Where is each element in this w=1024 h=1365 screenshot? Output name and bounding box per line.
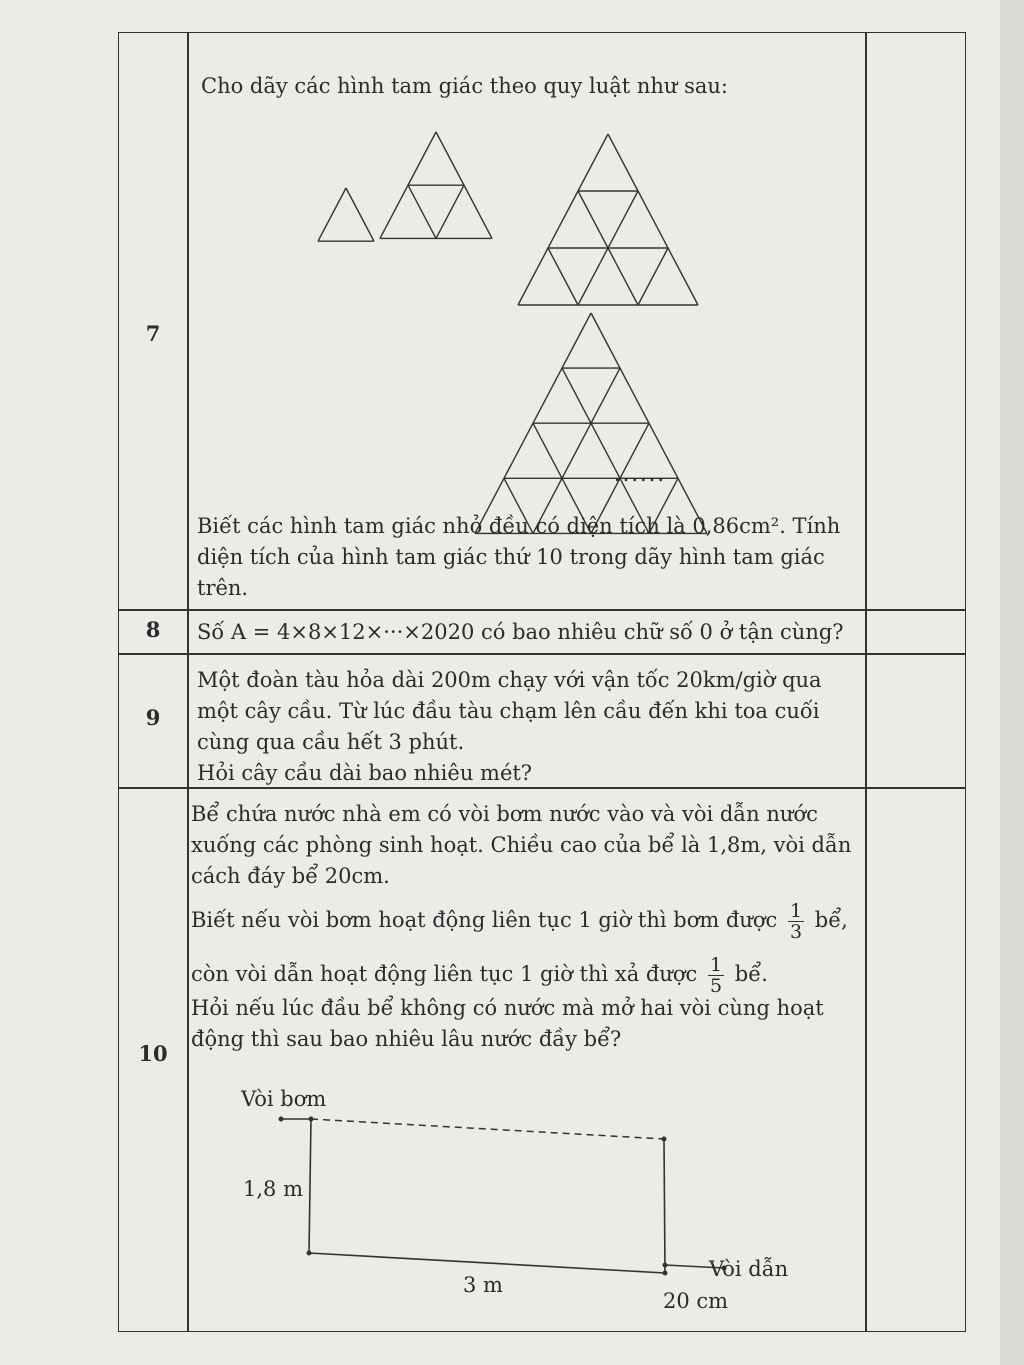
ellipsis: ...... bbox=[614, 462, 667, 486]
drain-pipe-start bbox=[663, 1263, 668, 1268]
fraction-denominator: 5 bbox=[709, 975, 723, 997]
triangle-edge bbox=[562, 368, 649, 533]
problem-number-10: 10 bbox=[138, 1041, 168, 1066]
triangle-edge bbox=[608, 134, 698, 305]
pump-pipe-end bbox=[279, 1117, 284, 1122]
water-tank-diagram bbox=[269, 1113, 729, 1293]
row-divider bbox=[119, 653, 965, 655]
fraction-numerator: 1 bbox=[790, 900, 803, 922]
problem-7-intro: Cho dãy các hình tam giác theo quy luật như sau: bbox=[201, 74, 728, 98]
tank-corner bbox=[663, 1271, 668, 1276]
problem-number-7: 7 bbox=[145, 321, 161, 346]
para3-tail: bể. bbox=[734, 962, 768, 986]
tank-left-wall bbox=[309, 1119, 311, 1253]
triangle-edge bbox=[318, 188, 346, 241]
fraction-one-fifth bbox=[708, 955, 724, 996]
fraction-numerator: 1 bbox=[709, 954, 723, 976]
problem-10-para3 bbox=[191, 955, 855, 996]
triangle-edge bbox=[436, 185, 464, 238]
tank-bottom bbox=[309, 1253, 665, 1273]
fraction-one-third bbox=[788, 901, 804, 942]
pump-label: Vòi bơm bbox=[241, 1087, 327, 1111]
problem-9-line1: Một đoàn tàu hỏa dài 200m chạy với vận tốc 20km/giờ qua một cây cầu. Từ lúc đầu tàu chạm lên cầu đến khi toa cuối cùng qua cầu hết 3 phút. bbox=[197, 668, 822, 754]
problem-table bbox=[118, 32, 966, 1332]
problem-9-line2: Hỏi cây cầu dài bao nhiêu mét? bbox=[197, 761, 533, 785]
problem-7-body: Biết các hình tam giác nhỏ đều có diện tích là 0,86cm². Tính diện tích của hình tam giác thứ 10 trong dãy hình tam giác trên. bbox=[197, 514, 841, 600]
problem-number-9: 9 bbox=[145, 705, 161, 730]
problem-10-para4: Hỏi nếu lúc đầu bể không có nước mà mở hai vòi cùng hoạt động thì sau bao nhiêu lâu nước đầy bể? bbox=[191, 996, 824, 1051]
problem-10-para1: Bể chứa nước nhà em có vòi bơm nước vào và vòi dẫn nước xuống các phòng sinh hoạt. Chiều cao của bể là 1,8m, vòi dẫn cách đáy bể 20cm. bbox=[191, 802, 852, 888]
row-divider bbox=[119, 609, 965, 611]
problem-10-para2 bbox=[191, 901, 855, 942]
triangle-edge bbox=[533, 368, 620, 533]
tank-top-dashed bbox=[311, 1119, 664, 1139]
tank-right-wall bbox=[664, 1139, 665, 1273]
fraction-denominator: 3 bbox=[790, 921, 803, 943]
triangle-edge bbox=[408, 185, 436, 238]
column-divider-right bbox=[865, 33, 867, 1331]
problem-number-8: 8 bbox=[145, 617, 161, 642]
width-label: 3 m bbox=[463, 1273, 503, 1297]
height-label: 1,8 m bbox=[243, 1177, 303, 1201]
para3-text: còn vòi dẫn hoạt động liên tục 1 giờ thì xả được bbox=[191, 962, 698, 986]
triangle-edge bbox=[548, 248, 578, 305]
para2-text: Biết nếu vòi bơm hoạt động liên tục 1 giờ thì bơm được bbox=[191, 908, 778, 932]
triangle-edge bbox=[346, 188, 374, 241]
problem-8-text: Số A = 4×8×12×···×2020 có bao nhiêu chữ số 0 ở tận cùng? bbox=[197, 620, 844, 644]
column-divider bbox=[187, 33, 189, 1331]
drain-height-label: 20 cm bbox=[663, 1289, 729, 1313]
triangle-edge bbox=[638, 248, 668, 305]
para2-tail: bể, bbox=[814, 908, 848, 932]
triangle-sequence-figure bbox=[314, 98, 734, 498]
drain-label: Vòi dẫn bbox=[709, 1257, 789, 1281]
triangle-edge bbox=[518, 134, 608, 305]
